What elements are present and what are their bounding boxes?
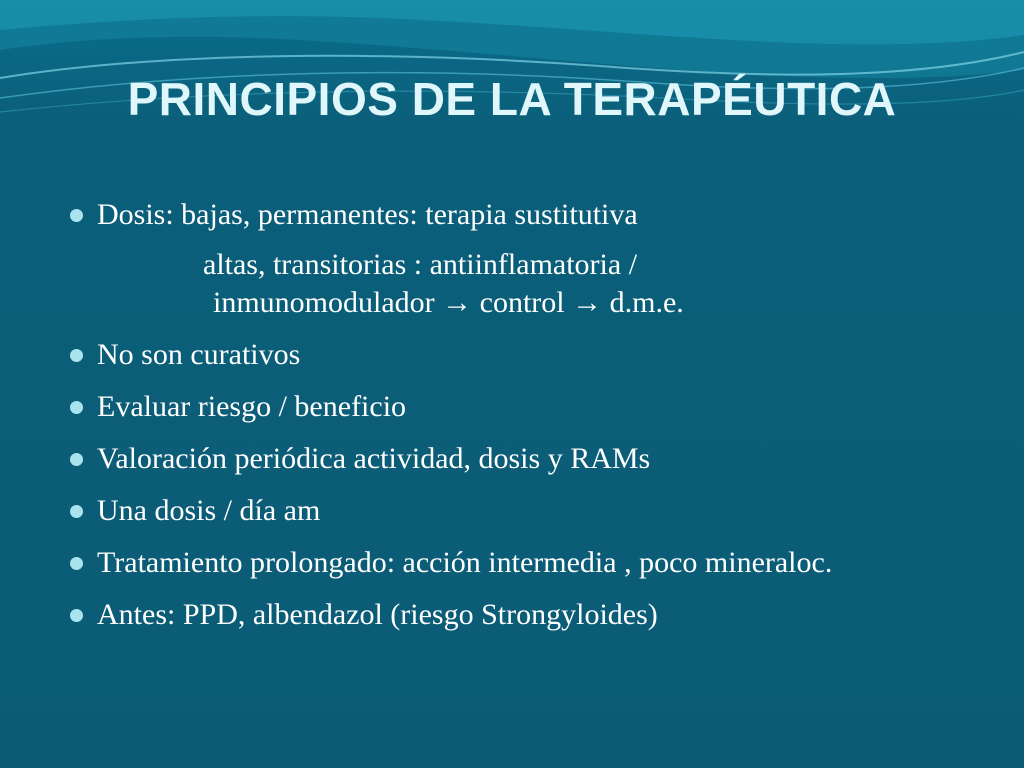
bullet-text: Tratamiento prolongado: acción intermedia , poco mineraloc. (97, 546, 833, 579)
bullet-icon (70, 209, 83, 222)
bullet-icon (70, 349, 83, 362)
bullet-icon (70, 609, 83, 622)
list-item (66, 596, 966, 634)
list-item (66, 388, 966, 426)
list-item (66, 336, 966, 374)
bullet-icon (70, 453, 83, 466)
slide-title: PRINCIPIOS DE LA TERAPÉUTICA (127, 73, 897, 125)
list-item (66, 492, 966, 530)
bullet-text: Antes: PPD, albendazol (riesgo Strongyloides) (97, 598, 658, 631)
bullet-text: Evaluar riesgo / beneficio (97, 390, 407, 423)
bullet-icon (70, 505, 83, 518)
bullet-text: No son curativos (97, 338, 301, 371)
bullet-icon (70, 401, 83, 414)
bullet-text: Valoración periódica actividad, dosis y RAMs (97, 442, 651, 475)
list-item (66, 544, 966, 582)
bullet-text: Una dosis / día am (97, 494, 321, 527)
bullet-continuation-line: altas, transitorias : antiinflamatoria / (203, 248, 638, 281)
bullet-text: Dosis: bajas, permanentes: terapia sustitutiva (97, 198, 638, 231)
bullet-list (66, 196, 966, 648)
bullet-icon (70, 557, 83, 570)
list-item (66, 196, 966, 322)
bullet-continuation-line: inmunomodulador → control → d.m.e. (213, 286, 684, 319)
list-item (66, 440, 966, 478)
